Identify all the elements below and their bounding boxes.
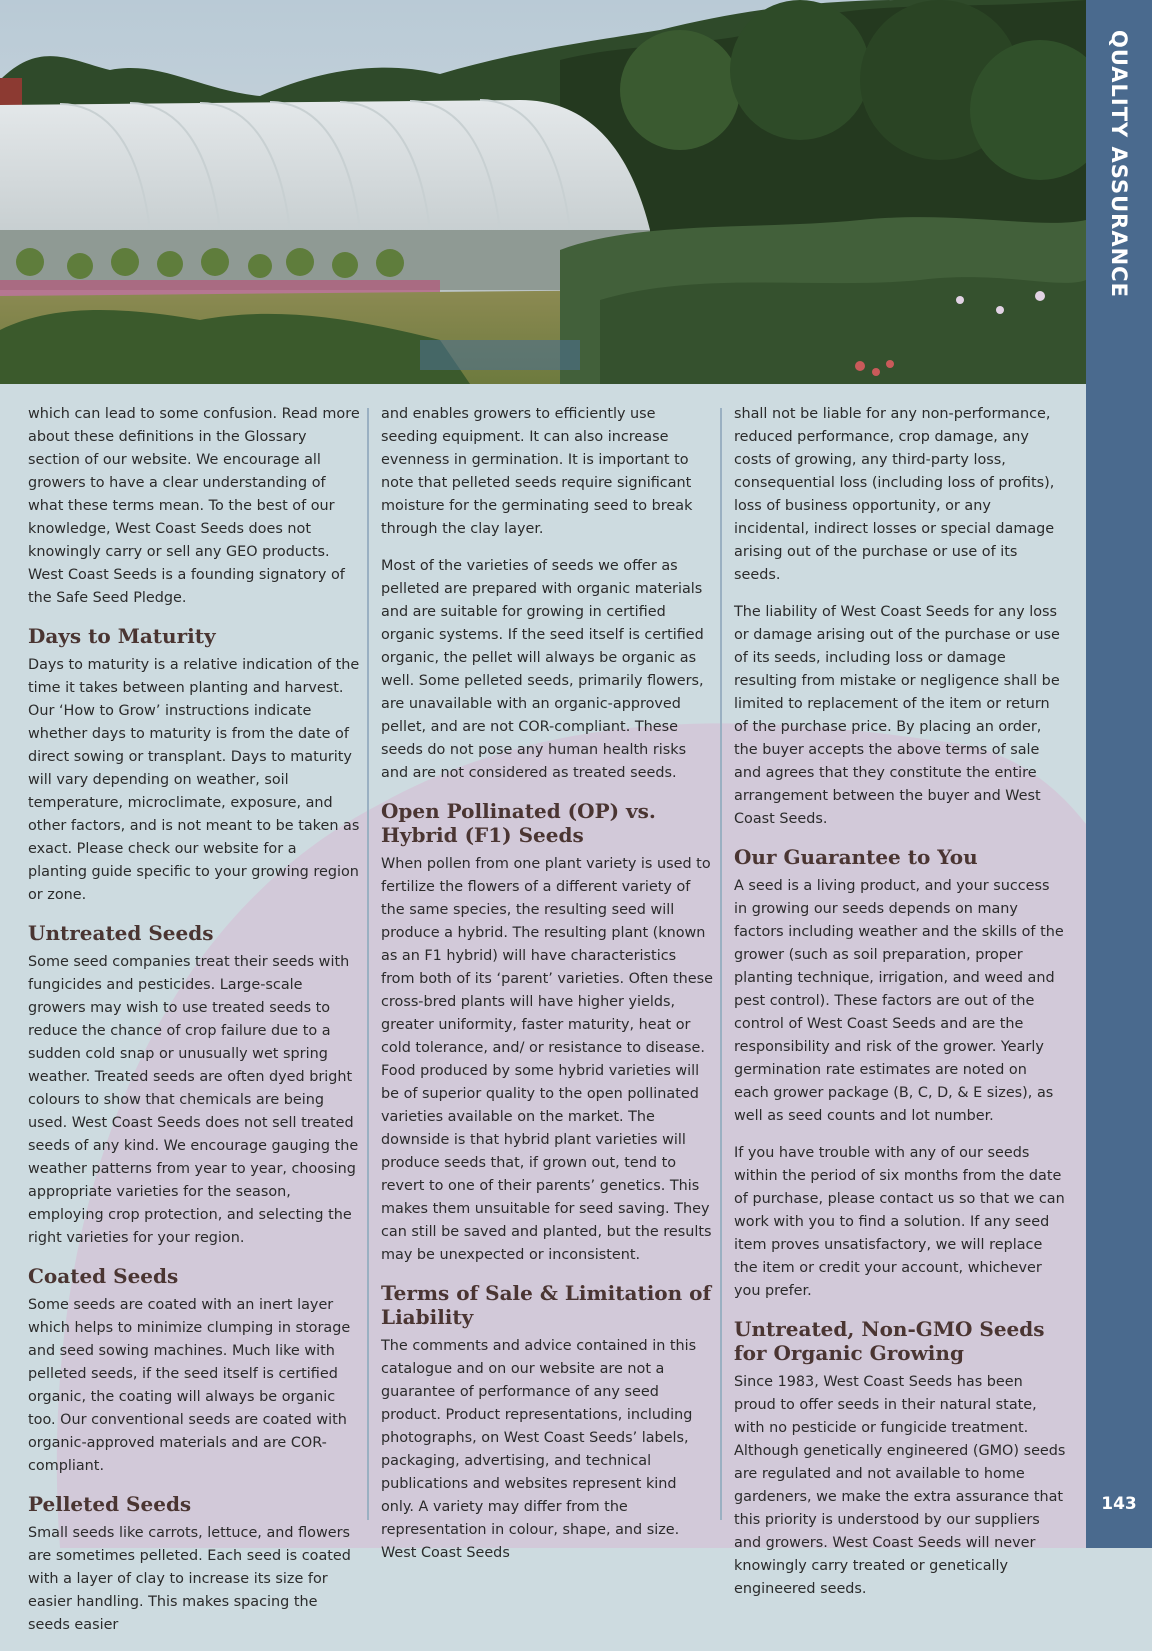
- column-divider: [367, 408, 369, 1520]
- section-heading: Coated Seeds: [28, 1264, 179, 1288]
- body-paragraph: Small seeds like carrots, lettuce, and flowers are sometimes pelleted. Each seed is coated with a layer of clay to increase its size for easier handling. This makes spacing the seeds easier: [28, 1525, 351, 1633]
- text-column-1: [28, 403, 360, 1651]
- section-heading: Untreated Seeds: [28, 921, 214, 945]
- body-paragraph: The comments and advice contained in this catalogue and on our website are not a guarantee of performance of any seed product. Product representations, including photographs, on West Coast Seeds’ labels, packaging, advertising, and technical publications and websites represent kind only. A variety may differ from the representation in colour, shape, and size. West Coast Seeds: [381, 1338, 697, 1561]
- text-column-3: [734, 403, 1066, 1615]
- greenhouse-garden-photo: [0, 0, 1086, 384]
- column-divider: [720, 408, 722, 1520]
- body-paragraph: When pollen from one plant variety is used to fertilize the flowers of a different variety of the same species, the resulting seed will produce a hybrid. The resulting plant (known as an F1 hybrid) will have characteristics from both of its ‘parent’ varieties. Often these cross-bred plants will have higher yields, greater uniformity, faster maturity, heat or cold tolerance, and/ or resistance to disease. Food produced by some hybrid varieties will be of superior quality to the open pollinated varieties available on the market. The downside is that hybrid plant varieties will produce seeds that, if grown out, tend to revert to one of their parents’ genetics. This makes them unsuitable for seed saving. They can still be saved and planted, but the results may be unexpected or inconsistent.: [381, 856, 713, 1263]
- section-heading: Open Pollinated (OP) vs. Hybrid (F1) Seeds: [381, 799, 656, 847]
- body-paragraph: Some seed companies treat their seeds with fungicides and pesticides. Large-scale growers may wish to use treated seeds to reduce the chance of crop failure due to a sudden cold snap or unusually wet spring weather. Treated seeds are often dyed bright colours to show that chemicals are being used. West Coast Seeds does not sell treated seeds of any kind. We encourage gauging the weather patterns from year to year, choosing appropriate varieties for the season, employing crop protection, and selecting the right varieties for your region.: [28, 954, 359, 1246]
- section-heading: Untreated, Non-GMO Seeds for Organic Growing: [734, 1317, 1045, 1365]
- section-heading: Our Guarantee to You: [734, 845, 978, 869]
- body-paragraph: If you have trouble with any of our seeds within the period of six months from the date of purchase, please contact us so that we can work with you to find a solution. If any seed item proves unsatisfactory, we will replace the item or credit your account, whichever you prefer.: [734, 1145, 1065, 1299]
- body-paragraph: The liability of West Coast Seeds for any loss or damage arising out of the purchase or use of its seeds, including loss or damage resulting from mistake or negligence shall be limited to replacement of the item or return of the purchase price. By placing an order, the buyer accepts the above terms of sale and agrees that they constitute the entire arrangement between the buyer and West Coast Seeds.: [734, 604, 1060, 827]
- section-heading: Terms of Sale & Limitation of Liability: [381, 1281, 712, 1329]
- section-heading: Pelleted Seeds: [28, 1492, 192, 1516]
- section-title: QUALITY ASSURANCE: [1107, 30, 1131, 298]
- page-number: 143: [1101, 1494, 1137, 1514]
- body-paragraph: Some seeds are coated with an inert layer which helps to minimize clumping in storage and seed sowing machines. Much like with pelleted seeds, if the seed itself is certified organic, the coating will always be organic too. Our conventional seeds are coated with organic-approved materials and are COR-compliant.: [28, 1297, 351, 1474]
- text-column-2: [381, 403, 713, 1579]
- body-paragraph: which can lead to some confusion. Read more about these definitions in the Glossary section of our website. We encourage all growers to have a clear understanding of what these terms mean. To the best of our knowledge, West Coast Seeds does not knowingly carry or sell any GEO products. West Coast Seeds is a founding signatory of the Safe Seed Pledge.: [28, 406, 360, 606]
- body-paragraph: Most of the varieties of seeds we offer as pelleted are prepared with organic materials and are suitable for growing in certified organic systems. If the seed itself is certified organic, the pellet will always be organic as well. Some pelleted seeds, primarily flowers, are unavailable with an organic-approved pellet, and are not COR-compliant. These seeds do not pose any human health risks and are not considered as treated seeds.: [381, 558, 704, 781]
- body-paragraph: A seed is a living product, and your success in growing our seeds depends on many factors including weather and the skills of the grower (such as soil preparation, proper planting technique, irrigation, and weed and pest control). These factors are out of the control of West Coast Seeds and are the responsibility and risk of the grower. Yearly germination rate estimates are noted on each grower package (B, C, D, & E sizes), as well as seed counts and lot number.: [734, 878, 1064, 1124]
- body-paragraph: shall not be liable for any non-performance, reduced performance, crop damage, any costs of growing, any third-party loss, consequential loss (including loss of profits), loss of business opportunity, or any incidental, indirect losses or special damage arising out of the purchase or use of its seeds.: [734, 406, 1055, 583]
- section-heading: Days to Maturity: [28, 624, 216, 648]
- body-paragraph: and enables growers to efficiently use seeding equipment. It can also increase evenness in germination. It is important to note that pelleted seeds require significant moisture for the germinating seed to break through the clay layer.: [381, 406, 693, 537]
- body-paragraph: Since 1983, West Coast Seeds has been proud to offer seeds in their natural state, with no pesticide or fungicide treatment. Although genetically engineered (GMO) seeds are regulated and not available to home gardeners, we make the extra assurance that this priority is understood by our suppliers and growers. West Coast Seeds will never knowingly carry treated or genetically engineered seeds.: [734, 1374, 1066, 1597]
- body-paragraph: Days to maturity is a relative indication of the time it takes between planting and harvest. Our ‘How to Grow’ instructions indicate whether days to maturity is from the date of direct sowing or transplant. Days to maturity will vary depending on weather, soil temperature, microclimate, exposure, and other factors, and is not meant to be taken as exact. Please check our website for a planting guide specific to your growing region or zone.: [28, 657, 360, 903]
